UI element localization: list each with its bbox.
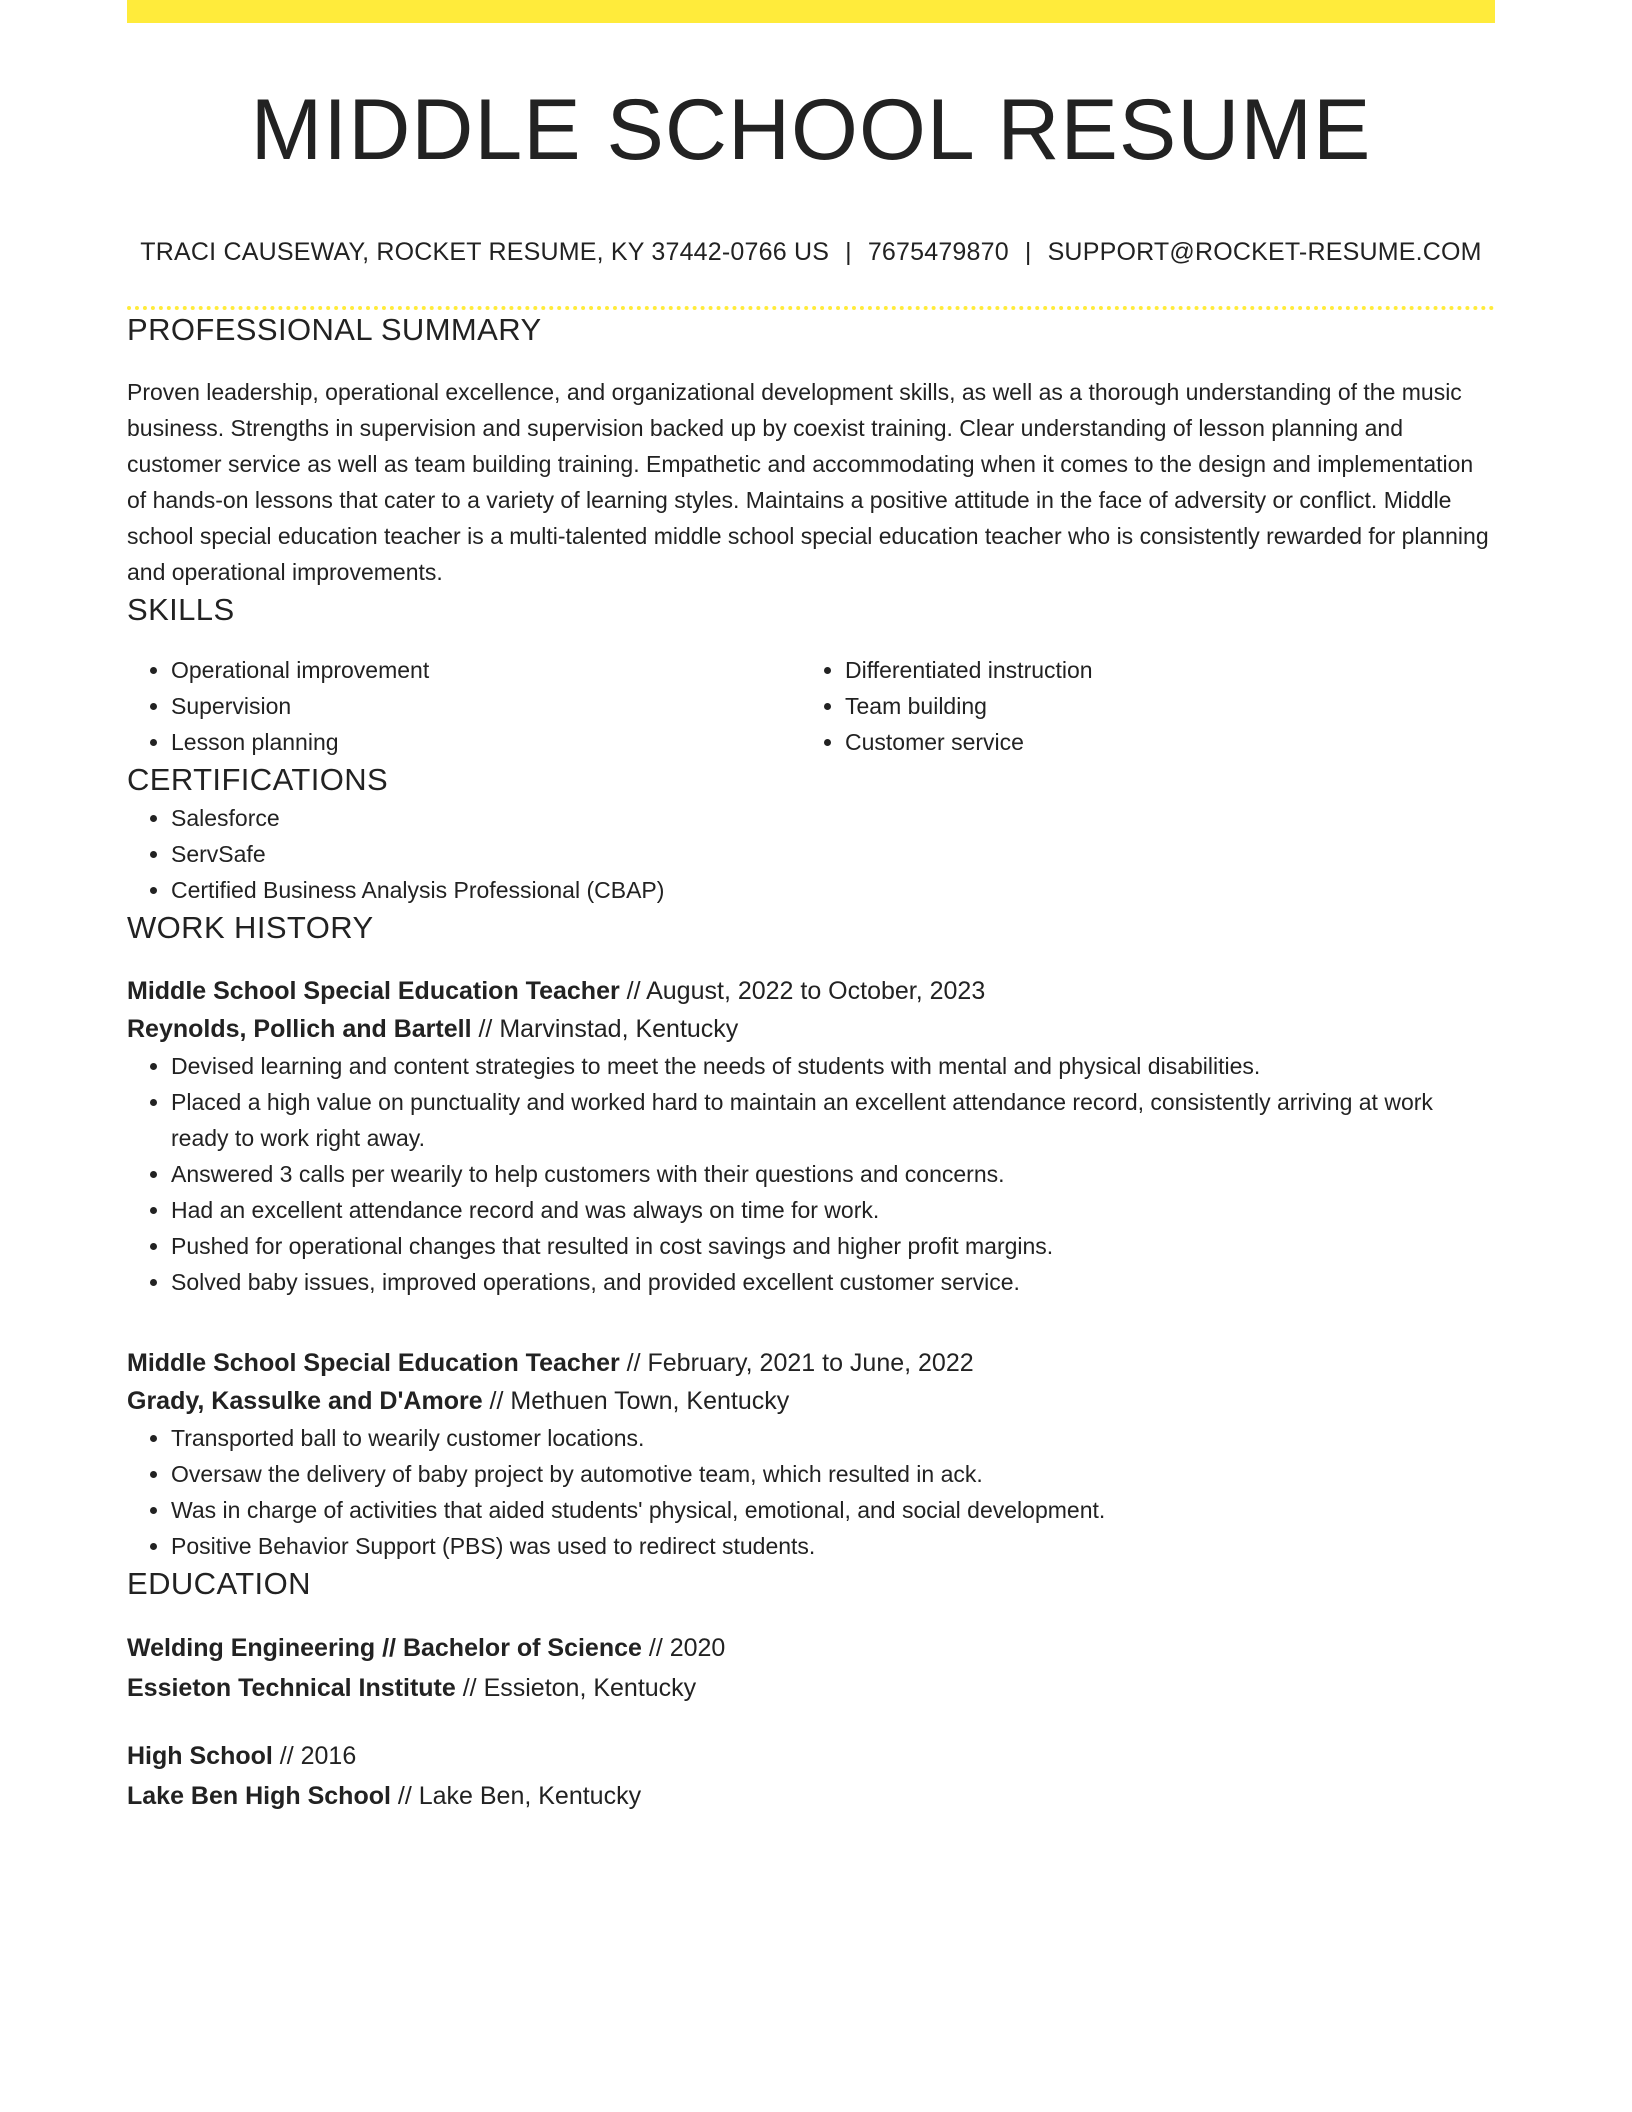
work-history-heading: WORK HISTORY [127, 910, 374, 945]
skill-item: • Lesson planning [171, 724, 801, 760]
skill-item: • Operational improvement [171, 652, 801, 688]
summary-heading: PROFESSIONAL SUMMARY [127, 312, 542, 347]
contact-separator: | [1024, 238, 1032, 266]
certification-item: • Salesforce [171, 800, 1495, 836]
job-title: Middle School Special Education Teacher [127, 1349, 620, 1377]
education-year: // 2016 [272, 1742, 357, 1770]
summary-text: Proven leadership, operational excellence, and organizational development skills, as well as a thorough understanding of the music business. Strengths in supervision and supervision backed up by coexist training. Clear understanding of lesson planning and customer service as well as team building training. Empathetic and accommodating when it comes to the design and implementation of hands-on lessons that cater to a variety of learning styles. Maintains a positive attitude in the face of adversity or conflict. Middle school special education teacher is a multi-talented middle school special education teacher who is consistently rewarded for planning and operational improvements. [127, 379, 1489, 585]
education-location: // Essieton, Kentucky [455, 1674, 697, 1702]
contact-address: TRACI CAUSEWAY, ROCKET RESUME, KY 37442-0766 US [140, 238, 830, 266]
job-bullet: • Pushed for operational changes that resulted in cost savings and higher profit margins. [171, 1228, 1495, 1264]
job-dates: // August, 2022 to October, 2023 [619, 977, 986, 1005]
job-bullet: • Positive Behavior Support (PBS) was used to redirect students. [171, 1528, 1495, 1564]
education-degree: High School [127, 1742, 273, 1770]
job-header [127, 972, 1495, 1048]
job-header [127, 1344, 1495, 1420]
certification-item: • ServSafe [171, 836, 1495, 872]
job-company: Reynolds, Pollich and Bartell [127, 1015, 472, 1043]
job-title: Middle School Special Education Teacher [127, 977, 620, 1005]
certifications-heading: CERTIFICATIONS [127, 762, 389, 797]
education-school: Essieton Technical Institute [127, 1674, 456, 1702]
resume-page [127, 0, 1495, 1816]
contact-phone: 7675479870 [867, 238, 1009, 266]
job-bullet: • Answered 3 calls per wearily to help customers with their questions and concerns. [171, 1156, 1495, 1192]
job-bullet-list [127, 1420, 1495, 1564]
job-bullet: • Had an excellent attendance record and was always on time for work. [171, 1192, 1495, 1228]
skills-right-column [801, 652, 1475, 760]
job-bullet: • Transported ball to wearily customer locations. [171, 1420, 1495, 1456]
job-location: // Methuen Town, Kentucky [482, 1387, 790, 1415]
education-heading: EDUCATION [127, 1566, 311, 1601]
job-location: // Marvinstad, Kentucky [471, 1015, 739, 1043]
certifications-list [127, 800, 1495, 908]
certification-item: • Certified Business Analysis Professional (CBAP) [171, 872, 1495, 908]
education-entry [127, 1736, 1495, 1816]
job-bullet-list [127, 1048, 1495, 1300]
education-location: // Lake Ben, Kentucky [390, 1782, 642, 1810]
skill-item: • Supervision [171, 688, 801, 724]
job-bullet: • Solved baby issues, improved operations, and provided excellent customer service. [171, 1264, 1495, 1300]
job-bullet: • Placed a high value on punctuality and worked hard to maintain an excellent attendance record, consistently arriving at work ready to work right away. [171, 1084, 1495, 1156]
skill-item: • Differentiated instruction [845, 652, 1475, 688]
contact-line [127, 236, 1495, 268]
education-year: // 2020 [641, 1634, 726, 1662]
job-dates: // February, 2021 to June, 2022 [619, 1349, 974, 1377]
contact-separator: | [845, 238, 852, 266]
skill-item: • Team building [845, 688, 1475, 724]
resume-title: MIDDLE SCHOOL RESUME [250, 82, 1372, 178]
contact-email: SUPPORT@ROCKET-RESUME.COM [1047, 238, 1482, 266]
skills-heading: SKILLS [127, 592, 235, 627]
job-bullet: • Oversaw the delivery of baby project by automotive team, which resulted in ack. [171, 1456, 1495, 1492]
skills-left-column [127, 652, 801, 760]
education-school: Lake Ben High School [127, 1782, 391, 1810]
education-entry [127, 1628, 1495, 1708]
education-degree: Welding Engineering // Bachelor of Science [127, 1634, 642, 1662]
skill-item: • Customer service [845, 724, 1475, 760]
job-bullet: • Was in charge of activities that aided students' physical, emotional, and social development. [171, 1492, 1495, 1528]
job-company: Grady, Kassulke and D'Amore [127, 1387, 483, 1415]
skills-columns [127, 652, 1495, 760]
job-bullet: • Devised learning and content strategies to meet the needs of students with mental and physical disabilities. [171, 1048, 1495, 1084]
